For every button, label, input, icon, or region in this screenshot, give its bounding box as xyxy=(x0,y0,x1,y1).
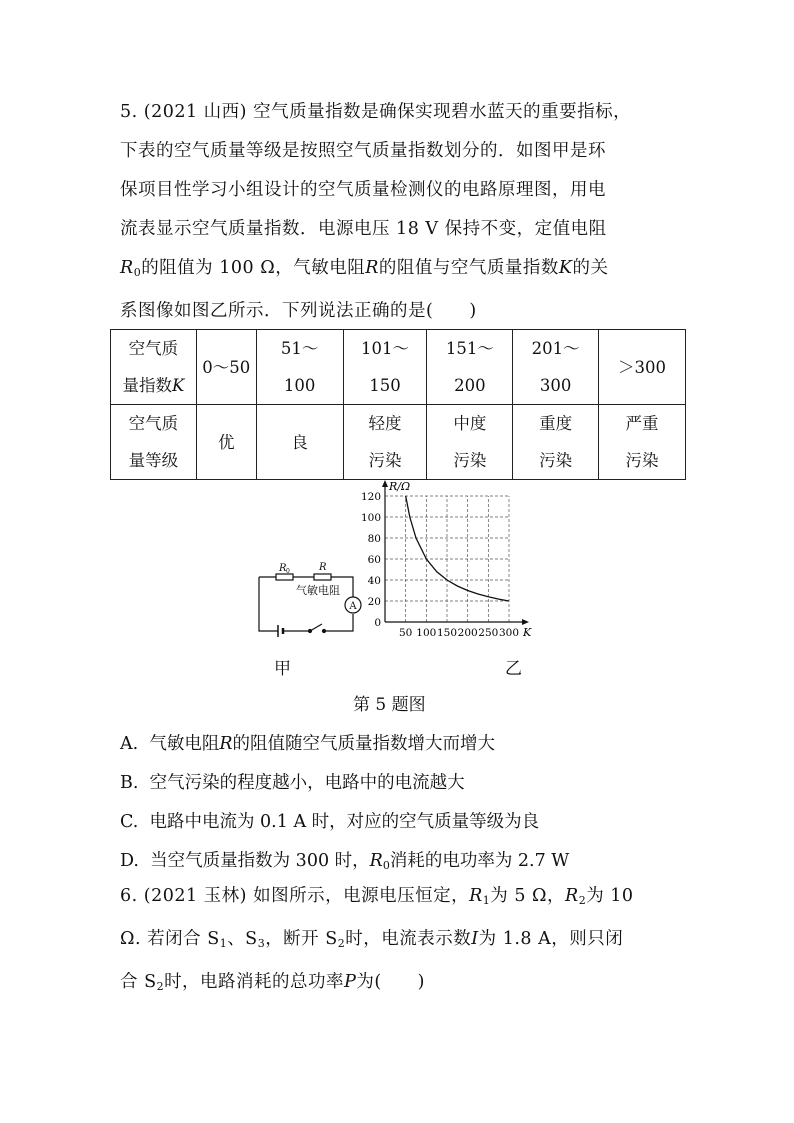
x-axis-arrow xyxy=(522,619,529,625)
x-tick-label: 100 xyxy=(416,627,437,639)
table-cell xyxy=(599,405,686,480)
text-seg: 合 S xyxy=(120,972,157,992)
cell-text: 中度 xyxy=(453,414,487,433)
resistance-chart xyxy=(361,480,532,639)
var-p: P xyxy=(344,972,357,992)
text-seg: 为 10 xyxy=(586,886,634,906)
table-cell xyxy=(256,330,343,405)
var-r: R xyxy=(219,734,233,754)
q5-line-4: 流表显示空气质量指数．电源电压 18 V 保持不变，定值电阻 xyxy=(120,219,607,239)
table-cell xyxy=(427,405,513,480)
table-cell xyxy=(256,405,343,480)
r0-label: R xyxy=(279,563,287,574)
r0-subscript: 0 xyxy=(286,568,290,575)
cell-text: 200 xyxy=(454,376,486,395)
fig-label-jia: 甲 xyxy=(274,659,291,679)
option-prefix: D. xyxy=(120,851,139,871)
cell-text: 污染 xyxy=(625,451,659,470)
q6-line-1 xyxy=(120,877,680,920)
table-cell xyxy=(513,330,599,405)
cell-text: 重度 xyxy=(539,414,573,433)
option-prefix: A. xyxy=(120,734,139,754)
option-prefix: B. xyxy=(120,773,139,793)
text-seg: ，断开 S xyxy=(265,929,338,949)
cell-text: 优 xyxy=(218,432,235,452)
cell-text: 空气质 xyxy=(128,339,179,358)
cell-text: 空气质 xyxy=(128,414,179,433)
text-seg: 的关 xyxy=(572,258,609,278)
cell-text: 0～50 xyxy=(202,357,251,377)
cell-text: 污染 xyxy=(368,451,402,470)
cell-text: 量等级 xyxy=(128,451,179,470)
cell-text: 101～ xyxy=(360,339,409,358)
text-seg: 为 5 Ω， xyxy=(490,886,566,906)
wire xyxy=(324,614,353,631)
q6-line-3 xyxy=(120,963,680,1006)
text-seg: 的阻值为 100 Ω，气敏电阻 xyxy=(141,258,366,278)
q5-line-2: 下表的空气质量等级是按照空气质量指数划分的．如图甲是环 xyxy=(120,141,606,161)
y-tick-label: 0 xyxy=(374,617,381,629)
sub-1: 1 xyxy=(219,937,228,950)
switch-blade xyxy=(310,624,322,631)
var-r0: R xyxy=(120,258,134,278)
var-r0: R xyxy=(369,851,383,871)
cell-text: 300 xyxy=(539,376,572,395)
table-cell xyxy=(196,330,256,405)
var-r1: R xyxy=(469,886,483,906)
cell-text: 污染 xyxy=(453,451,487,470)
table-cell xyxy=(343,330,427,405)
sub-0: 0 xyxy=(133,266,142,279)
resistor-r0 xyxy=(276,574,293,580)
x-axis-label: K xyxy=(523,626,532,639)
option-prefix: C. xyxy=(120,812,139,832)
y-tick-label: 120 xyxy=(360,491,381,503)
figure-5 xyxy=(252,476,542,686)
table-cell xyxy=(196,405,256,480)
sub-2: 2 xyxy=(337,937,346,950)
text-seg: 、S xyxy=(227,929,258,949)
option-text: 的阻值随空气质量指数增大而增大 xyxy=(232,734,496,754)
option-text: 空气污染的程度越小，电路中的电流越大 xyxy=(149,773,465,793)
x-tick-label: 50 xyxy=(398,627,413,639)
text-seg: Ω. 若闭合 S xyxy=(120,929,220,949)
cell-text-seg: 量指数 xyxy=(122,376,172,395)
cell-text: 100 xyxy=(283,376,316,395)
air-quality-table xyxy=(110,329,686,480)
ammeter-label: A xyxy=(349,601,357,612)
table-header-cell xyxy=(111,405,197,480)
option-b xyxy=(120,769,465,794)
sensor-label: 气敏电阻 xyxy=(296,584,340,597)
sub-3: 3 xyxy=(257,937,266,950)
cell-text: 201～ xyxy=(531,339,580,358)
cell-text: 轻度 xyxy=(368,414,402,433)
text-seg: 时，电路消耗的总功率 xyxy=(164,972,345,992)
cell-text: 151～ xyxy=(445,339,494,358)
option-text: 当空气质量指数为 300 时， xyxy=(150,851,370,871)
text-seg: 为( ) xyxy=(356,972,425,992)
option-text: 电路中电流为 0.1 A 时，对应的空气质量等级为良 xyxy=(149,812,540,832)
table-cell xyxy=(343,405,427,480)
x-tick-label: 150 xyxy=(436,627,458,639)
y-tick-label: 100 xyxy=(360,512,381,524)
option-a xyxy=(120,730,495,755)
table-cell xyxy=(599,330,686,405)
y-tick-label: 60 xyxy=(367,554,381,566)
y-axis-arrow xyxy=(382,480,388,487)
option-c xyxy=(120,808,539,833)
table-header-cell xyxy=(111,330,197,405)
x-tick-label: 250 xyxy=(478,627,499,639)
cell-text: 良 xyxy=(291,432,308,452)
q5-line-6: 系图像如图乙所示．下列说法正确的是( ) xyxy=(120,301,477,321)
table-cell xyxy=(513,405,599,480)
var-k: K xyxy=(171,376,185,395)
var-k: K xyxy=(558,258,573,278)
figure-caption: 第 5 题图 xyxy=(353,695,426,715)
text-seg: 的阻值与空气质量指数 xyxy=(378,258,559,278)
y-tick-label: 20 xyxy=(367,596,381,608)
question-6-text xyxy=(120,877,680,1006)
cell-text: 严重 xyxy=(625,414,659,433)
table-cell xyxy=(427,330,513,405)
option-text: 消耗的电功率为 2.7 W xyxy=(389,851,570,871)
q5-line-5 xyxy=(120,249,680,292)
var-r: R xyxy=(365,258,379,278)
sub-0: 0 xyxy=(382,859,390,872)
text-seg: 6. (2021 玉林) 如图所示，电源电压恒定， xyxy=(120,886,470,906)
option-d xyxy=(120,847,569,872)
cell-text xyxy=(111,367,196,404)
q5-line-3: 保项目性学习小组设计的空气质量检测仪的电路原理图，用电 xyxy=(120,180,606,200)
sub-2: 2 xyxy=(578,894,587,907)
cell-text: 150 xyxy=(369,376,401,395)
table-row xyxy=(111,330,686,405)
q5-line-1: 5. (2021 山西) 空气质量指数是确保实现碧水蓝天的重要指标， xyxy=(120,102,632,122)
cell-text: 51～ xyxy=(280,339,319,358)
cell-text: 污染 xyxy=(539,451,573,470)
text-seg: 时，电流表示数 xyxy=(345,929,472,949)
resistor-r xyxy=(314,574,331,580)
series-line-r-k xyxy=(406,496,509,601)
fig-label-yi: 乙 xyxy=(505,659,522,679)
option-text: 气敏电阻 xyxy=(149,734,220,754)
q6-line-2 xyxy=(120,920,680,963)
y-tick-label: 80 xyxy=(367,533,381,545)
x-tick-label: 300 xyxy=(498,627,520,639)
r-label: R xyxy=(319,562,327,573)
text-seg: 为 1.8 A，则只闭 xyxy=(478,929,624,949)
var-i: I xyxy=(471,929,479,949)
var-r2: R xyxy=(565,886,579,906)
x-tick-label: 200 xyxy=(457,627,478,639)
wire xyxy=(259,577,278,631)
cell-text: ＞300 xyxy=(618,357,667,377)
sub-1: 1 xyxy=(482,894,491,907)
sub-2: 2 xyxy=(156,980,165,993)
y-axis-label: R/Ω xyxy=(389,480,411,493)
table-row xyxy=(111,405,686,480)
question-5-text xyxy=(120,93,680,331)
y-tick-label: 40 xyxy=(367,575,381,587)
